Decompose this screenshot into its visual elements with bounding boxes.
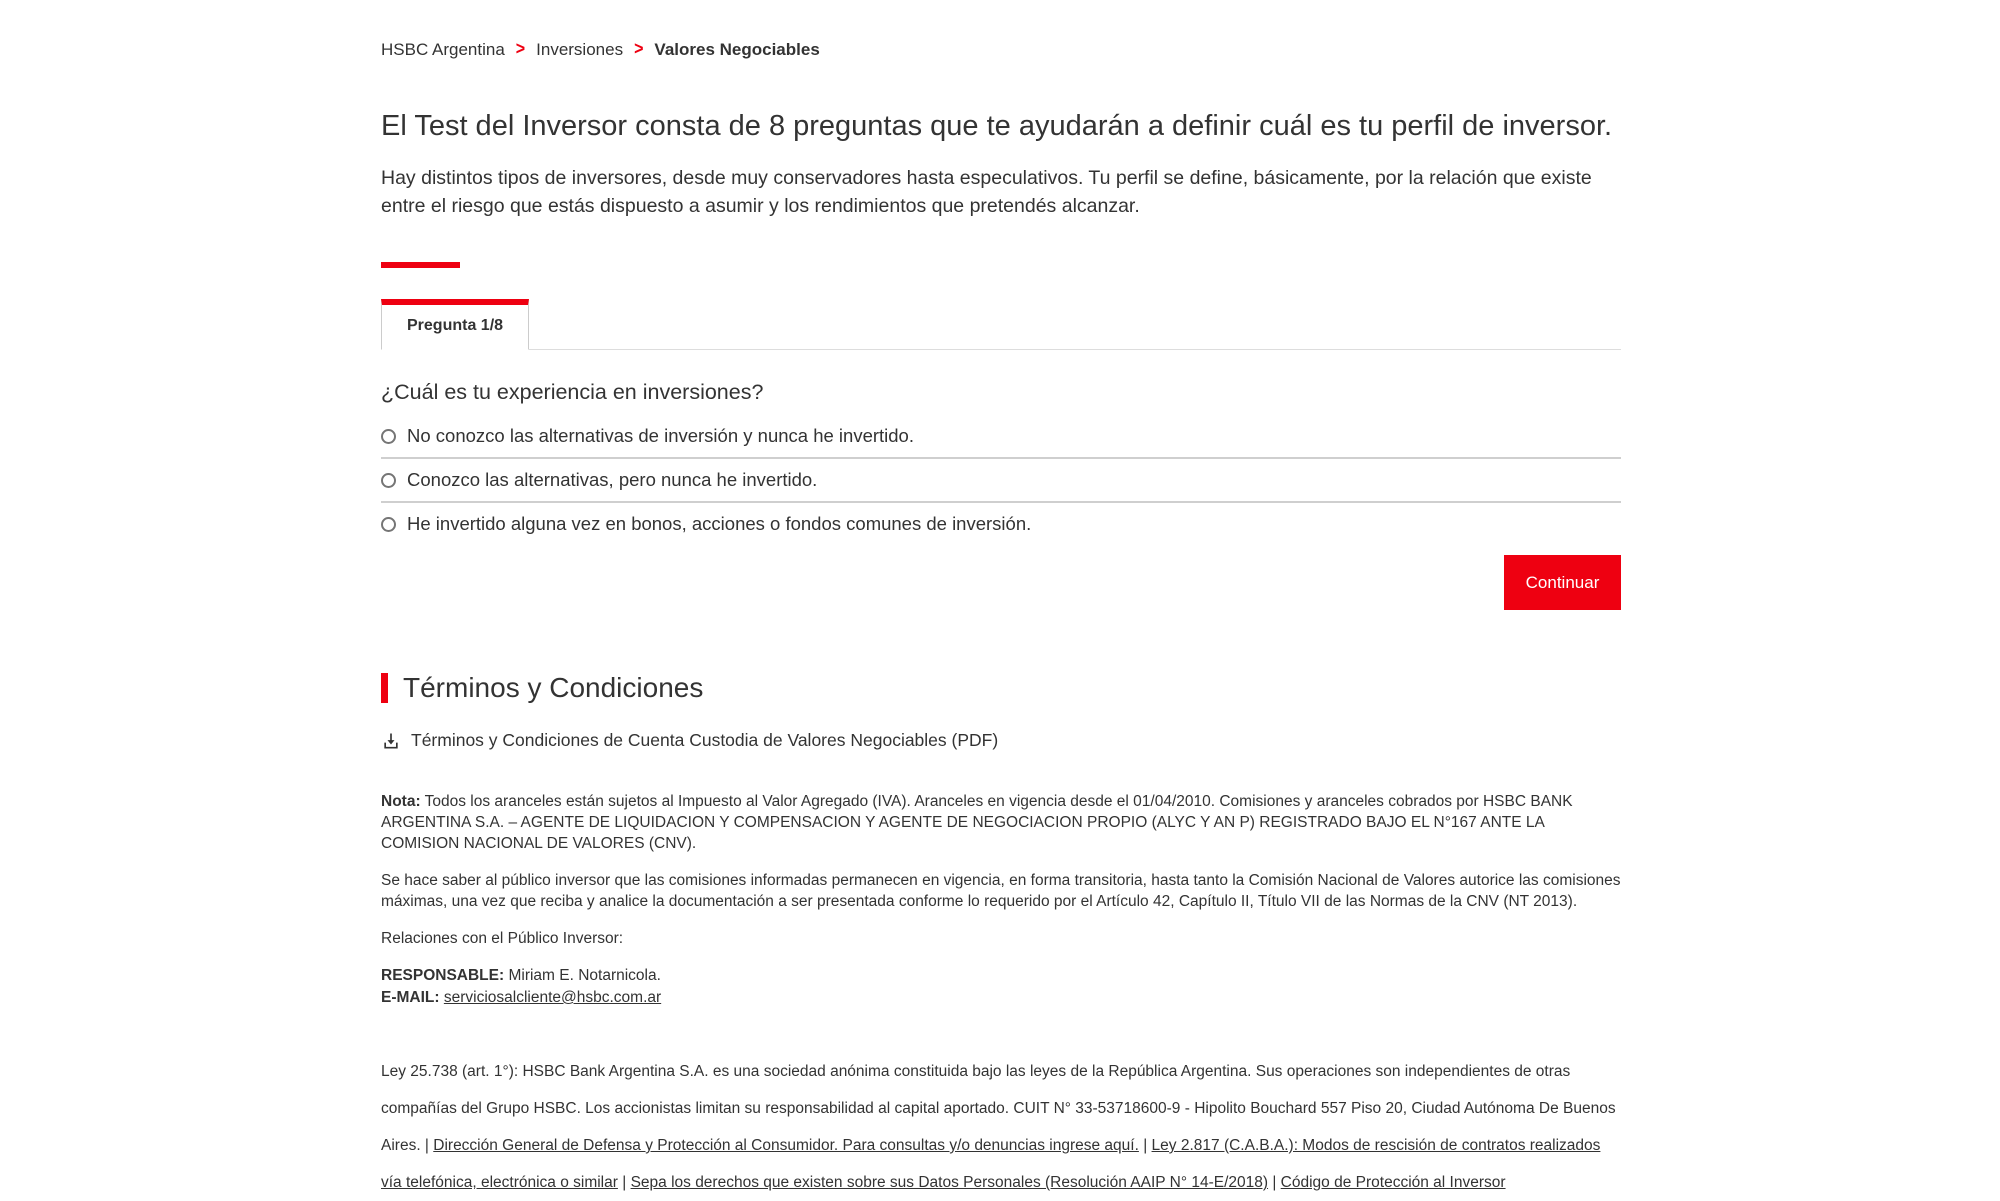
- options-list: [381, 415, 1621, 545]
- email-label: E-MAIL:: [381, 989, 440, 1006]
- note-paragraph: [381, 791, 1621, 854]
- breadcrumb-item-valores-negociables: Valores Negociables: [654, 40, 820, 59]
- option-row-2[interactable]: [381, 457, 1621, 501]
- breadcrumb-item-hsbc-argentina[interactable]: HSBC Argentina: [381, 40, 505, 59]
- relations-label: Relaciones con el Público Inversor:: [381, 930, 624, 947]
- page: [381, 0, 1621, 1201]
- tab-pregunta-1-8[interactable]: [381, 299, 529, 350]
- pdf-link-label[interactable]: Términos y Condiciones de Cuenta Custodia de Valores Negociables (PDF): [411, 730, 999, 750]
- radio-button[interactable]: [381, 429, 396, 444]
- question-title: ¿Cuál es tu experiencia en inversiones?: [381, 380, 764, 404]
- radio-button[interactable]: [381, 517, 396, 532]
- legal-link-datos-personales[interactable]: Sepa los derechos que existen sobre sus Datos Personales (Resolución AAIP N° 14-E/2018): [630, 1174, 1269, 1191]
- terms-section: [381, 672, 1621, 1201]
- page-title: El Test del Inversor consta de 8 preguntas que te ayudarán a definir cuál es tu perfil de inversor.: [381, 110, 1613, 142]
- option-row-1[interactable]: [381, 415, 1621, 457]
- chevron-right-icon: >: [515, 39, 526, 60]
- tab-label: Pregunta 1/8: [407, 317, 504, 334]
- breadcrumb-item-inversiones[interactable]: Inversiones: [536, 40, 624, 59]
- legal-separator: |: [617, 1174, 631, 1191]
- option-label[interactable]: No conozco las alternativas de inversión y nunca he invertido.: [407, 425, 914, 446]
- cnv-paragraph: Se hace saber al público inversor que las comisiones informadas permanecen en vigencia, en forma transitoria, hasta tanto la Comisión Nacional de Valores autorice las comisiones máximas, una vez que reciba y analice la documentación a ser presentada conforme lo requerido por el Artículo 42, Capítulo II, Título VII de las Normas de la CNV (NT 2013).: [381, 872, 1621, 910]
- breadcrumb: [381, 40, 1621, 60]
- legal-link-ley-2817[interactable]: Ley 2.817 (C.A.B.A.): Modos de rescisión de contratos realizados vía telefónica, electrónica o similar: [381, 1137, 1601, 1191]
- chevron-right-icon: >: [634, 39, 644, 60]
- option-row-3[interactable]: [381, 501, 1621, 545]
- question-tabbar: [381, 299, 1621, 350]
- legal-link-defensa-consumidor[interactable]: Dirección General de Defensa y Protección al Consumidor. Para consultas y/o denuncias ingrese aquí.: [433, 1137, 1139, 1154]
- terms-section-title: Términos y Condiciones: [403, 672, 704, 703]
- email-link[interactable]: serviciosalcliente@hsbc.com.ar: [443, 989, 662, 1006]
- terms-section-header: [381, 672, 1621, 704]
- red-accent-bar: [381, 673, 388, 703]
- contact-block: [381, 965, 1621, 1009]
- continue-button[interactable]: Continuar: [1504, 555, 1621, 610]
- note-text: Todos los aranceles están sujetos al Impuesto al Valor Agregado (IVA). Aranceles en vigencia desde el 01/04/2010. Comisiones y aranceles cobrados por HSBC BANK ARGENTINA S.A. – AGENTE DE LIQUIDACION Y COMPENSACION Y AGENTE DE NEGOCIACION PROPIO (ALYC Y AN P) REGISTRADO BAJO EL N°167 ANTE LA COMISION NACIONAL DE VALORES (CNV).: [381, 793, 1573, 852]
- legal-separator: |: [1138, 1137, 1152, 1154]
- actions-row: [381, 555, 1621, 610]
- legal-intro-text: Ley 25.738 (art. 1°): HSBC Bank Argentina S.A. es una sociedad anónima constituida bajo las leyes de la República Argentina. Sus operaciones son independientes de otras compañías del Grupo HSBC. Los accionistas limitan su responsabilidad al capital aportado. CUIT N° 33-53718600-9 - Hipolito Bouchard 557 Piso 20, Ciudad Autónoma De Buenos Aires. |: [381, 1063, 1616, 1154]
- note-label: Nota:: [381, 793, 421, 810]
- responsible-value: Miriam E. Notarnicola.: [508, 967, 661, 984]
- intro-description: Hay distintos tipos de inversores, desde muy conservadores hasta especulativos. Tu perfil se define, básicamente, por la relación que existe entre el riesgo que estás dispuesto a asumir y los rendimientos que pretendés alcanzar.: [381, 167, 1592, 217]
- legal-paragraph: [381, 1053, 1621, 1201]
- download-icon: [381, 731, 401, 751]
- terms-pdf-link[interactable]: [381, 730, 1621, 751]
- option-label[interactable]: He invertido alguna vez en bonos, acciones o fondos comunes de inversión.: [407, 513, 1032, 534]
- red-divider: [381, 262, 460, 268]
- option-label[interactable]: Conozco las alternativas, pero nunca he invertido.: [407, 469, 818, 490]
- radio-button[interactable]: [381, 473, 396, 488]
- legal-link-codigo-proteccion[interactable]: Código de Protección al Inversor: [1280, 1174, 1506, 1191]
- responsible-label: RESPONSABLE:: [381, 967, 505, 984]
- legal-separator: |: [1268, 1174, 1281, 1191]
